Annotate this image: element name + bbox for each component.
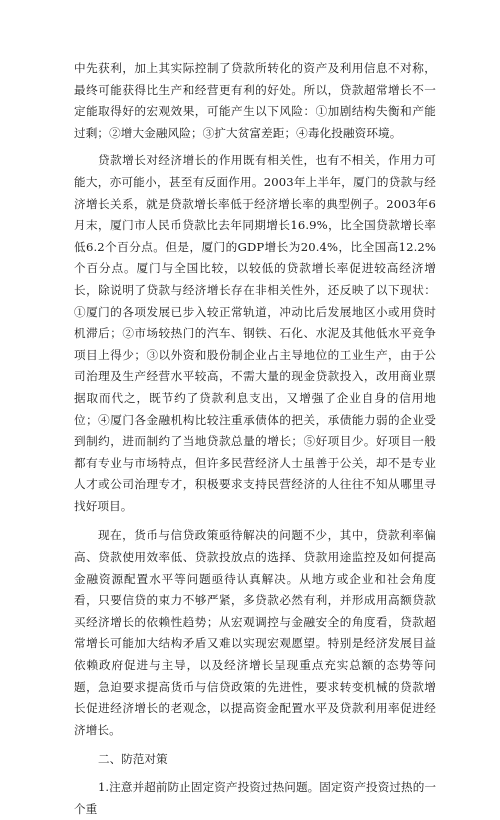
spacer bbox=[74, 741, 436, 749]
paragraph-risks: 中先获利，加上其实际控制了贷款所转化的资产及利用信息不对称，最终可能获得比生产和经营更有利的好处。所以，贷款超常增长不一定能取得好的宏观效果，可能产生以下风险：①加剧结构失衡和产能过剩；②增大金融风险；③扩大贫富差距；④毒化投融资环境。 bbox=[74, 61, 436, 140]
document-page bbox=[74, 58, 436, 820]
list-item-1: 1.注意并超前防止固定资产投资过热问题。固定资产投资过热的一个重 bbox=[74, 780, 436, 816]
paragraph-policy-issues: 现在，货币与信贷政策亟待解决的问题不少，其中，贷款利率偏高、贷款使用效率低、贷款投放点的选择、贷款用途监控及如何提高金融资源配置水平等问题亟待认真解决。从地方或企业和社会角度看，只要信贷的束力不够严紧，多贷款必然有利，并形成用高额贷款买经济增长的依赖性趋势；从宏观调控与金融安全的角度看，贷款超常增长可能加大结构矛盾又难以实现宏观愿望。特别是经济发展目益依赖政府促进与主导，以及经济增长呈现重点充实总额的态势等问题，急迫要求提高货币与信贷政策的先进性，要求转变机械的贷款增长促进经济增长的老观念，以提高资金配置水平及贷款利用率促进经济增长。 bbox=[74, 528, 436, 737]
paragraph-xiamen-case: 贷款增长对经济增长的作用既有相关性，也有不相关，作用力可能大，亦可能小，甚至有反面作用。2003年上半年，厦门的贷款与经济增长关系，就是贷款增长率低于经济增长率的典型例子。2003年6月末，厦门市人民币贷款比去年同期增长16.9%，比全国贷款增长率低6.2个百分点。但是，厦门的GDP增长为20.4%，比全国高12.2%个百分点。厦门与全国比较，以较低的贷款增长率促进较高经济增长，除说明了贷款与经济增长存在非相关性外，还反映了以下现状：①厦门的各项发展已步入较正常轨道，冲动比后发展地区小或用贷时机滞后；②市场较热门的汽车、钢铁、石化、水泥及其他低水平竞争项目上得少；③以外资和股份制企业占主导地位的工业生产，由于公司治理及生产经营水平较高，不需大量的现金贷款投入，改用商业票据取而代之，既节约了贷款利息支出，又增强了企业自身的信用地位；④厦门各金融机构比较注重承债体的把关，承债能力弱的企业受到制约，进而制约了当地贷款总量的增长；⑤好项目少。好项目一般都有专业与市场特点，但许多民营经济人士虽善于公关，却不是专业人才或公司治理专才，积极要求支持民营经济的人往往不知从哪里寻找好项目。 bbox=[74, 153, 436, 513]
section-heading: 二、防范对策 bbox=[98, 752, 168, 767]
spacer bbox=[74, 517, 436, 525]
